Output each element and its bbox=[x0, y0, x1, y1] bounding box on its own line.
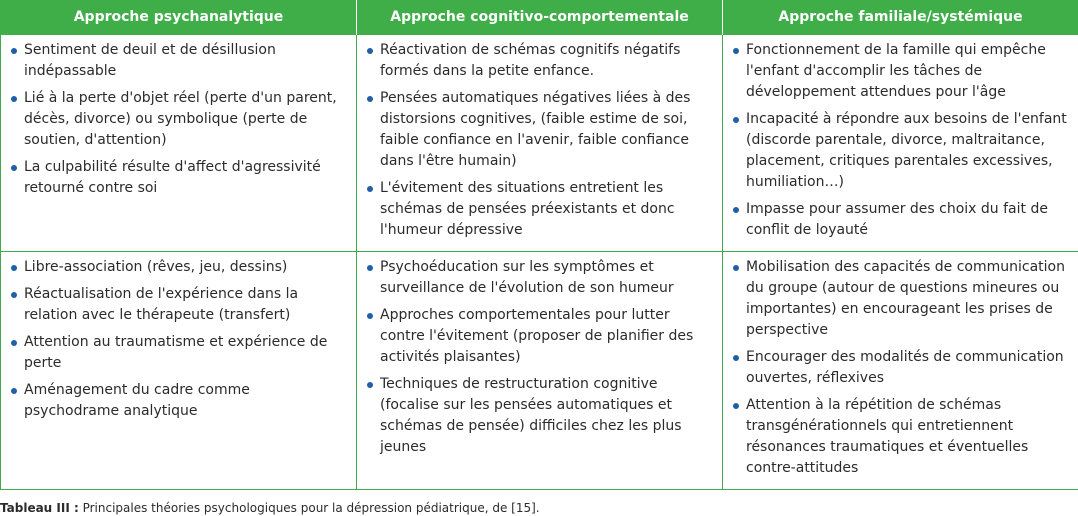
bullet-list bbox=[732, 257, 1068, 479]
list-item-text: Mobilisation des capacités de communication du groupe (autour de questions mineures ou importantes) en encourageant les prises de perspective bbox=[746, 259, 1065, 338]
list-item bbox=[732, 347, 1068, 389]
bullet-list bbox=[10, 257, 346, 422]
cell-familiale-mechanisms bbox=[723, 35, 1078, 252]
header-psychanalytique: Approche psychanalytique bbox=[1, 0, 357, 35]
list-item-text: Techniques de restructuration cognitive (focalise sur les pensées automatiques et schémas de pensée) difficiles chez les plus jeunes bbox=[380, 376, 682, 455]
cell-psychanalytique-mechanisms bbox=[1, 35, 357, 252]
list-item-text: Réactualisation de l'expérience dans la relation avec le thérapeute (transfert) bbox=[24, 286, 299, 323]
list-item bbox=[10, 380, 346, 422]
list-item bbox=[732, 40, 1068, 103]
list-item bbox=[10, 257, 346, 278]
cell-cognitivo-mechanisms bbox=[357, 35, 723, 252]
list-item-text: Encourager des modalités de communication ouvertes, réflexives bbox=[746, 349, 1064, 386]
list-item-text: Fonctionnement de la famille qui empêche l'enfant d'accomplir les tâches de développement attendues pour l'âge bbox=[746, 42, 1046, 100]
list-item bbox=[366, 257, 712, 299]
list-item-text: Attention au traumatisme et expérience de perte bbox=[24, 334, 328, 371]
bullet-list bbox=[10, 40, 346, 199]
header-cognitivo-comportementale: Approche cognitivo-comportementale bbox=[357, 0, 723, 35]
list-item bbox=[10, 284, 346, 326]
header-familiale-systemique: Approche familiale/systémique bbox=[723, 0, 1078, 35]
bullet-list bbox=[732, 40, 1068, 241]
bullet-list bbox=[366, 257, 712, 458]
list-item-text: Incapacité à répondre aux besoins de l'enfant (discorde parentale, divorce, maltraitance, placement, critiques parentales excessives, humiliation…) bbox=[746, 111, 1067, 190]
bullet-icon bbox=[11, 165, 17, 171]
list-item-text: Réactivation de schémas cognitifs négatifs formés dans la petite enfance. bbox=[380, 42, 681, 79]
bullet-icon bbox=[11, 48, 17, 54]
list-item bbox=[10, 88, 346, 151]
caption-label: Tableau III : bbox=[0, 501, 79, 515]
caption-text: Principales théories psychologiques pour la dépression pédiatrique, de [15]. bbox=[78, 501, 540, 515]
list-item-text: Impasse pour assumer des choix du fait de conflit de loyauté bbox=[746, 201, 1048, 238]
list-item bbox=[732, 257, 1068, 341]
bullet-icon bbox=[733, 207, 739, 213]
bullet-icon bbox=[733, 265, 739, 271]
list-item bbox=[732, 109, 1068, 193]
bullet-icon bbox=[733, 355, 739, 361]
list-item bbox=[732, 395, 1068, 479]
list-item-text: L'évitement des situations entretient les schémas de pensées préexistants et donc l'humeur dépressive bbox=[380, 180, 675, 238]
cell-psychanalytique-interventions bbox=[1, 252, 357, 490]
list-item bbox=[366, 40, 712, 82]
list-item-text: Pensées automatiques négatives liées à des distorsions cognitives, (faible estime de soi, faible confiance en l'avenir, faible confiance dans l'être humain) bbox=[380, 90, 691, 169]
table-row-mechanisms bbox=[1, 35, 1078, 252]
list-item-text: Attention à la répétition de schémas transgénérationnels qui entretiennent résonances traumatiques et éventuelles contre-attitudes bbox=[746, 397, 1029, 476]
list-item-text: La culpabilité résulte d'affect d'agressivité retourné contre soi bbox=[24, 159, 321, 196]
bullet-icon bbox=[733, 117, 739, 123]
bullet-icon bbox=[11, 340, 17, 346]
cell-cognitivo-interventions bbox=[357, 252, 723, 490]
list-item bbox=[366, 305, 712, 368]
list-item bbox=[10, 40, 346, 82]
list-item-text: Lié à la perte d'objet réel (perte d'un parent, décès, divorce) ou symbolique (perte de soutien, d'attention) bbox=[24, 90, 337, 148]
list-item-text: Psychoéducation sur les symptômes et surveillance de l'évolution de son humeur bbox=[380, 259, 674, 296]
bullet-icon bbox=[11, 265, 17, 271]
list-item-text: Approches comportementales pour lutter contre l'évitement (proposer de planifier des activités plaisantes) bbox=[380, 307, 694, 365]
list-item-text: Aménagement du cadre comme psychodrame analytique bbox=[24, 382, 250, 419]
bullet-icon bbox=[11, 388, 17, 394]
list-item-text: Sentiment de deuil et de désillusion indépassable bbox=[24, 42, 276, 79]
bullet-icon bbox=[367, 313, 373, 319]
header-row bbox=[1, 0, 1078, 35]
table-row-interventions bbox=[1, 252, 1078, 490]
list-item bbox=[732, 199, 1068, 241]
bullet-list bbox=[366, 40, 712, 241]
list-item bbox=[366, 88, 712, 172]
bullet-icon bbox=[733, 403, 739, 409]
cell-familiale-interventions bbox=[723, 252, 1078, 490]
bullet-icon bbox=[367, 48, 373, 54]
bullet-icon bbox=[733, 48, 739, 54]
bullet-icon bbox=[367, 265, 373, 271]
list-item bbox=[366, 178, 712, 241]
bullet-icon bbox=[11, 96, 17, 102]
table-caption bbox=[0, 501, 540, 515]
list-item bbox=[366, 374, 712, 458]
list-item bbox=[10, 332, 346, 374]
list-item-text: Libre-association (rêves, jeu, dessins) bbox=[24, 259, 288, 275]
bullet-icon bbox=[367, 382, 373, 388]
bullet-icon bbox=[367, 96, 373, 102]
bullet-icon bbox=[367, 186, 373, 192]
list-item bbox=[10, 157, 346, 199]
bullet-icon bbox=[11, 292, 17, 298]
